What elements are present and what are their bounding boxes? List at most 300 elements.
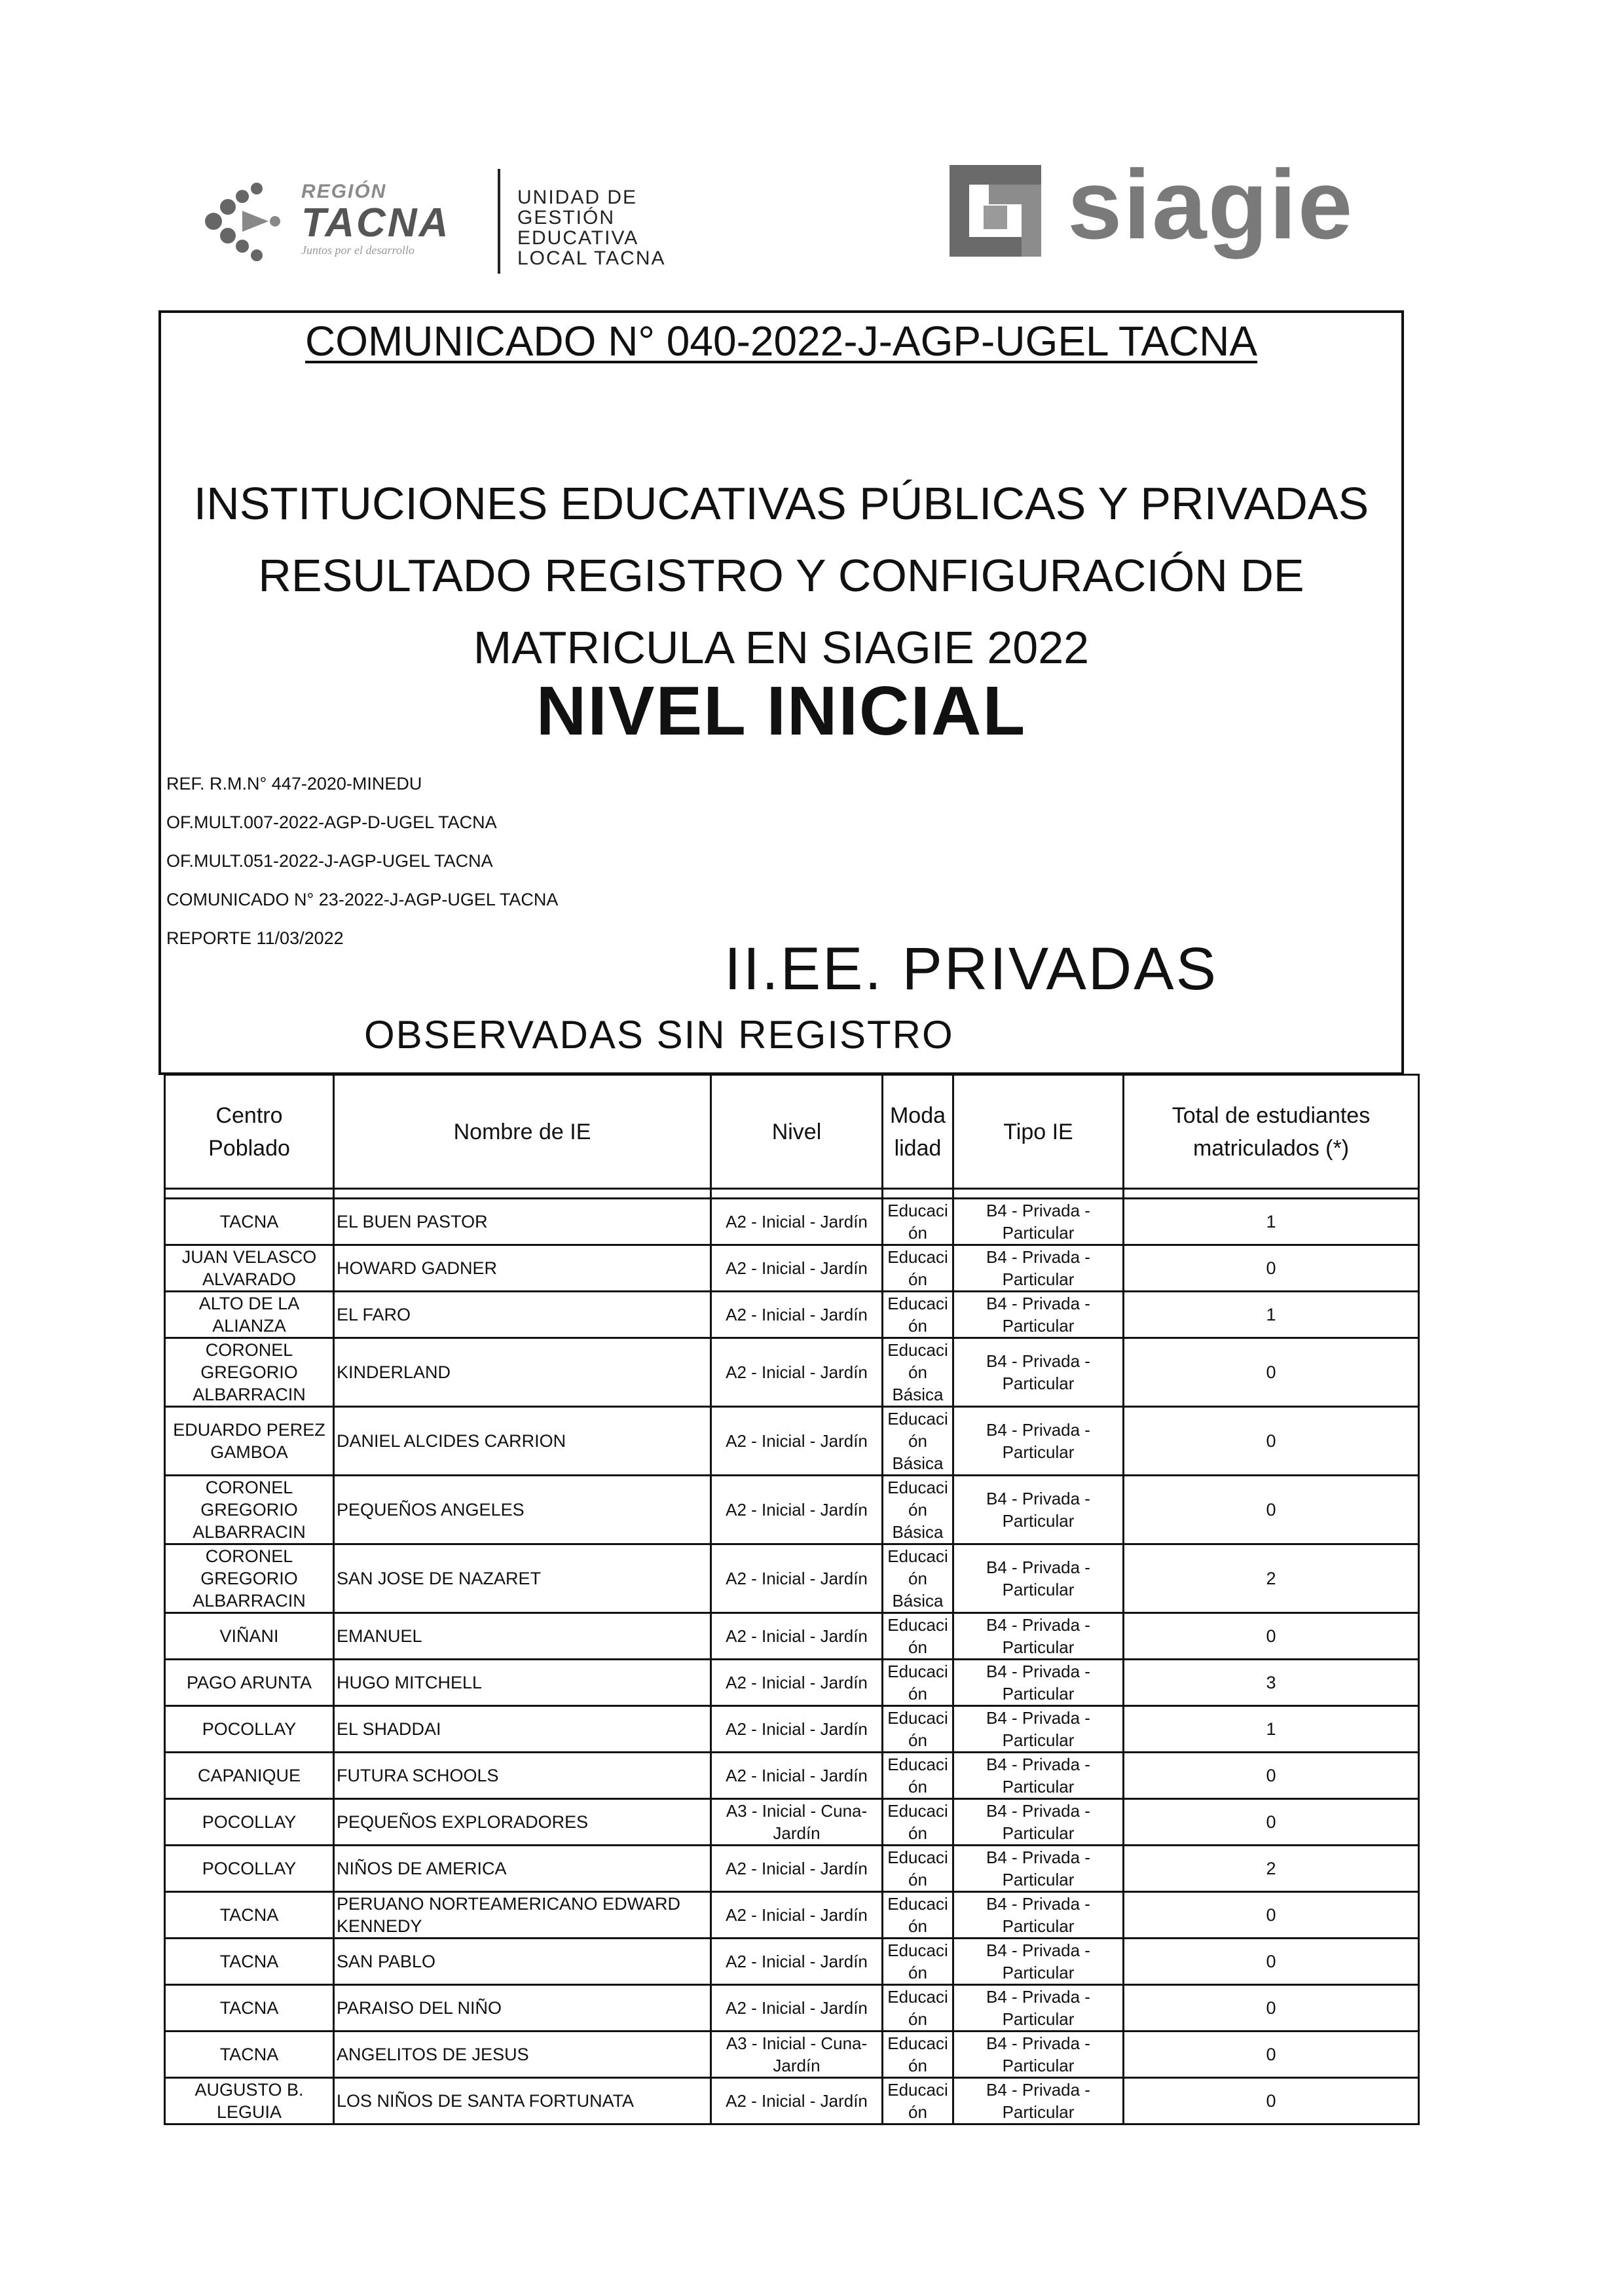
cell-modalidad-line: Educaci	[887, 1987, 948, 2007]
table-row	[165, 2032, 1419, 2078]
cell-centro-poblado-line: PAGO ARUNTA	[186, 1673, 312, 1692]
ugel-line: UNIDAD DE	[517, 187, 638, 208]
cell-centro-poblado	[165, 1846, 334, 1892]
ugel-line: EDUCATIVA	[517, 227, 639, 249]
cell-modalidad-line: ón	[908, 1500, 927, 1520]
cell-centro-poblado-line: ALBARRACIN	[193, 1522, 306, 1542]
cell-nombre-ie	[334, 1985, 711, 2032]
cell-tipo-ie	[953, 1544, 1124, 1613]
cell-tipo-ie	[953, 1753, 1124, 1799]
cell-tipo-ie-line: B4 - Privada -	[986, 2033, 1090, 2053]
cell-nivel-line: A2 - Inicial - Jardín	[726, 1952, 868, 1971]
cell-centro-poblado-line: ALVARADO	[202, 1269, 297, 1289]
cell-modalidad	[883, 1407, 953, 1476]
cell-modalidad-line: Educaci	[887, 1894, 948, 1914]
cell-tipo-ie	[953, 1292, 1124, 1338]
subject-line: RESULTADO REGISTRO Y CONFIGURACIÓN DE	[258, 550, 1304, 601]
cell-centro-poblado-line: POCOLLAY	[202, 1812, 297, 1832]
reference-item: REF. R.M.N° 447-2020-MINEDU	[166, 774, 422, 793]
header-centro-poblado: Centro Poblado	[165, 1075, 334, 1189]
cell-modalidad-line: Educaci	[887, 1340, 948, 1360]
cell-tipo-ie	[953, 1660, 1124, 1706]
cell-centro-poblado	[165, 1476, 334, 1544]
cell-modalidad-line: Educaci	[887, 1755, 948, 1774]
table-row	[165, 1292, 1419, 1338]
cell-modalidad-line: ón	[908, 1569, 927, 1588]
cell-nivel-line: Jardín	[773, 2056, 821, 2075]
cell-nombre-ie	[334, 2078, 711, 2124]
cell-modalidad-line: ón	[908, 1823, 927, 1843]
cell-nombre-ie-line: LOS NIÑOS DE SANTA FORTUNATA	[337, 2091, 635, 2111]
cell-tipo-ie-line: Particular	[1002, 1684, 1075, 1704]
cell-nivel-line: A2 - Inicial - Jardín	[726, 1859, 868, 1878]
cell-total-estudiantes: 0	[1124, 1613, 1419, 1660]
communique-frame	[158, 310, 1404, 1075]
table-row	[165, 1799, 1419, 1846]
cell-tipo-ie-line: Particular	[1002, 1730, 1075, 1750]
cell-nombre-ie-line: SAN PABLO	[337, 1952, 436, 1971]
cell-nivel-line: A2 - Inicial - Jardín	[726, 1305, 868, 1324]
cell-centro-poblado	[165, 1985, 334, 2032]
cell-nombre-ie	[334, 1706, 711, 1753]
cell-nombre-ie-line: PEQUEÑOS ANGELES	[337, 1500, 525, 1520]
cell-total-estudiantes: 0	[1124, 2032, 1419, 2078]
cell-tipo-ie-line: B4 - Privada -	[986, 1351, 1090, 1371]
cell-centro-poblado	[165, 1199, 334, 1245]
cell-modalidad-line: ón	[908, 1362, 927, 1382]
cell-tipo-ie	[953, 1613, 1124, 1660]
cell-modalidad-line: ón	[908, 1870, 927, 1889]
cell-tipo-ie	[953, 1706, 1124, 1753]
cell-centro-poblado-line: ALIANZA	[212, 1316, 286, 1336]
cell-tipo-ie-line: Particular	[1002, 1511, 1075, 1531]
cell-tipo-ie-line: B4 - Privada -	[986, 1848, 1090, 1867]
cell-centro-poblado-line: TACNA	[219, 1212, 279, 1231]
cell-tipo-ie-line: B4 - Privada -	[986, 1894, 1090, 1914]
region-label: REGIÓN	[301, 181, 387, 202]
cell-total-estudiantes: 0	[1124, 1245, 1419, 1292]
cell-nivel-line: A3 - Inicial - Cuna-	[726, 1801, 868, 1821]
cell-centro-poblado	[165, 1613, 334, 1660]
cell-modalidad-line: Educaci	[887, 1478, 948, 1497]
cell-tipo-ie-line: B4 - Privada -	[986, 1662, 1090, 1681]
cell-modalidad	[883, 1892, 953, 1939]
cell-tipo-ie-line: Particular	[1002, 1777, 1075, 1796]
cell-nombre-ie-line: EL FARO	[337, 1305, 411, 1324]
cell-modalidad-line: Básica	[892, 1522, 944, 1542]
cell-modalidad	[883, 1476, 953, 1544]
header-nombre-ie: Nombre de IE	[334, 1075, 711, 1189]
cell-nivel-line: A2 - Inicial - Jardín	[726, 1673, 868, 1692]
cell-tipo-ie	[953, 1892, 1124, 1939]
siagie-emblem-icon	[943, 158, 1048, 263]
cell-tipo-ie-line: Particular	[1002, 1374, 1075, 1393]
table-row	[165, 1985, 1419, 2032]
cell-tipo-ie-line: B4 - Privada -	[986, 1489, 1090, 1508]
cell-centro-poblado	[165, 1939, 334, 1985]
subject-line: INSTITUCIONES EDUCATIVAS PÚBLICAS Y PRIVADAS	[193, 478, 1369, 529]
cell-total-estudiantes: 0	[1124, 1407, 1419, 1476]
cell-centro-poblado	[165, 1407, 334, 1476]
cell-nivel	[711, 1753, 883, 1799]
cell-centro-poblado-line: ALBARRACIN	[193, 1385, 306, 1404]
cell-modalidad-line: ón	[908, 2056, 927, 2075]
cell-nombre-ie	[334, 1476, 711, 1544]
reference-item: REPORTE 11/03/2022	[166, 928, 344, 948]
cell-modalidad-line: Educaci	[887, 1941, 948, 1960]
cell-modalidad-line: ón	[908, 1730, 927, 1750]
reference-item: OF.MULT.051-2022-J-AGP-UGEL TACNA	[166, 851, 493, 871]
cell-tipo-ie-line: B4 - Privada -	[986, 1558, 1090, 1577]
cell-nivel	[711, 1799, 883, 1846]
cell-tipo-ie-line: B4 - Privada -	[986, 1247, 1090, 1267]
cell-modalidad-line: Básica	[892, 1591, 944, 1611]
header-modalidad: Moda lidad	[883, 1075, 953, 1189]
cell-tipo-ie	[953, 1245, 1124, 1292]
table-row	[165, 1338, 1419, 1407]
ugel-line: GESTIÓN	[517, 207, 616, 228]
cell-total-estudiantes: 0	[1124, 1985, 1419, 2032]
cell-modalidad	[883, 1939, 953, 1985]
cell-nombre-ie-line: HOWARD GADNER	[337, 1258, 498, 1278]
cell-nombre-ie-line: SAN JOSE DE NAZARET	[337, 1569, 542, 1588]
table-header-row	[165, 1075, 1419, 1189]
cell-total-estudiantes: 2	[1124, 1846, 1419, 1892]
subject-line: MATRICULA EN SIAGIE 2022	[473, 622, 1090, 673]
cell-nivel	[711, 1706, 883, 1753]
communique-title: COMUNICADO N° 040-2022-J-AGP-UGEL TACNA	[304, 318, 1258, 365]
cell-total-estudiantes: 0	[1124, 1892, 1419, 1939]
cell-tipo-ie-line: Particular	[1002, 1223, 1075, 1243]
cell-modalidad-line: ón	[908, 1777, 927, 1796]
cell-nombre-ie-line: EMANUEL	[337, 1626, 422, 1646]
cell-centro-poblado-line: AUGUSTO B.	[194, 2080, 304, 2100]
cell-tipo-ie	[953, 2078, 1124, 2124]
table-spacer-row	[165, 1189, 1419, 1199]
cell-nivel-line: A2 - Inicial - Jardín	[726, 1626, 868, 1646]
cell-modalidad	[883, 2032, 953, 2078]
cell-tipo-ie	[953, 1199, 1124, 1245]
cell-nivel-line: A2 - Inicial - Jardín	[726, 1998, 868, 2018]
cell-nombre-ie-line: EL BUEN PASTOR	[337, 1212, 488, 1231]
cell-nivel-line: A2 - Inicial - Jardín	[726, 1569, 868, 1588]
cell-tipo-ie-line: Particular	[1002, 1637, 1075, 1657]
cell-nivel	[711, 1985, 883, 2032]
cell-modalidad-line: Educaci	[887, 1247, 948, 1267]
cell-modalidad-line: Educaci	[887, 2033, 948, 2053]
table-body	[165, 1189, 1419, 2124]
cell-nombre-ie	[334, 1338, 711, 1407]
table-row	[165, 1544, 1419, 1613]
cell-modalidad-line: Educaci	[887, 1409, 948, 1429]
cell-nivel-line: A2 - Inicial - Jardín	[726, 2091, 868, 2111]
cell-nombre-ie-line: ANGELITOS DE JESUS	[337, 2045, 529, 2064]
cell-centro-poblado	[165, 2032, 334, 2078]
cell-centro-poblado-line: CORONEL	[205, 1478, 293, 1497]
region-tacna-logo	[196, 164, 701, 275]
cell-nivel-line: A2 - Inicial - Jardín	[726, 1258, 868, 1278]
cell-modalidad-line: Educaci	[887, 1708, 948, 1728]
cell-modalidad	[883, 1846, 953, 1892]
cell-centro-poblado-line: POCOLLAY	[202, 1719, 297, 1739]
cell-tipo-ie-line: Particular	[1002, 2009, 1075, 2029]
cell-nivel	[711, 1846, 883, 1892]
cell-modalidad-line: ón	[908, 1916, 927, 1936]
cell-centro-poblado-line: ALBARRACIN	[193, 1591, 306, 1611]
communique-subject	[161, 467, 1401, 683]
cell-total-estudiantes: 1	[1124, 1706, 1419, 1753]
cell-tipo-ie	[953, 2032, 1124, 2078]
cell-nombre-ie-line: PEQUEÑOS EXPLORADORES	[337, 1812, 589, 1832]
level-title: NIVEL INICIAL	[536, 672, 1027, 750]
cell-nivel	[711, 1613, 883, 1660]
cell-modalidad-line: Educaci	[887, 1294, 948, 1313]
cell-centro-poblado	[165, 1753, 334, 1799]
table-row	[165, 1706, 1419, 1753]
cell-nivel	[711, 1939, 883, 1985]
cell-modalidad	[883, 2078, 953, 2124]
cell-nivel-line: Jardín	[773, 1823, 821, 1843]
table-row	[165, 1892, 1419, 1939]
cell-modalidad-line: Educaci	[887, 1801, 948, 1821]
cell-centro-poblado-line: JUAN VELASCO	[181, 1247, 317, 1267]
cell-nivel	[711, 1199, 883, 1245]
cell-tipo-ie-line: B4 - Privada -	[986, 1987, 1090, 2007]
cell-tipo-ie	[953, 1407, 1124, 1476]
cell-tipo-ie	[953, 1799, 1124, 1846]
cell-nivel	[711, 1660, 883, 1706]
cell-tipo-ie-line: Particular	[1002, 2102, 1075, 2122]
header-nivel: Nivel	[711, 1075, 883, 1189]
institutions-table	[164, 1074, 1420, 2125]
cell-modalidad	[883, 1245, 953, 1292]
cell-centro-poblado-line: TACNA	[219, 1998, 279, 2018]
cell-modalidad	[883, 1613, 953, 1660]
cell-modalidad	[883, 1985, 953, 2032]
section-title: II.EE. PRIVADAS	[724, 936, 1218, 1002]
cell-modalidad-line: ón	[908, 1269, 927, 1289]
cell-nivel	[711, 1407, 883, 1476]
region-name: TACNA	[301, 200, 451, 246]
cell-centro-poblado	[165, 1660, 334, 1706]
cell-nivel	[711, 1544, 883, 1613]
cell-nombre-ie	[334, 1846, 711, 1892]
cell-centro-poblado-line: GAMBOA	[210, 1442, 288, 1462]
cell-modalidad	[883, 1338, 953, 1407]
cell-modalidad-line: Educaci	[887, 1201, 948, 1220]
ugel-line: LOCAL TACNA	[517, 247, 666, 269]
table-row	[165, 1660, 1419, 1706]
cell-nombre-ie-line: PARAISO DEL NIÑO	[337, 1998, 502, 2018]
siagie-wordmark: siagie	[1067, 149, 1354, 259]
cell-nivel-line: A2 - Inicial - Jardín	[726, 1212, 868, 1231]
cell-centro-poblado-line: LEGUIA	[216, 2102, 282, 2122]
cell-modalidad	[883, 1799, 953, 1846]
table-row	[165, 1613, 1419, 1660]
cell-modalidad-line: ón	[908, 1431, 927, 1451]
cell-nombre-ie	[334, 1544, 711, 1613]
reference-item: OF.MULT.007-2022-AGP-D-UGEL TACNA	[166, 812, 497, 832]
cell-centro-poblado	[165, 1544, 334, 1613]
cell-nivel-line: A2 - Inicial - Jardín	[726, 1500, 868, 1520]
table-row	[165, 2078, 1419, 2124]
cell-nombre-ie-line: HUGO MITCHELL	[337, 1673, 483, 1692]
cell-centro-poblado	[165, 1799, 334, 1846]
cell-nivel	[711, 1338, 883, 1407]
cell-centro-poblado-line: TACNA	[219, 2045, 279, 2064]
cell-centro-poblado-line: GREGORIO	[200, 1500, 298, 1520]
cell-tipo-ie	[953, 1476, 1124, 1544]
cell-tipo-ie-line: Particular	[1002, 1916, 1075, 1936]
cell-tipo-ie	[953, 1985, 1124, 2032]
cell-centro-poblado-line: TACNA	[219, 1905, 279, 1925]
cell-modalidad-line: Educaci	[887, 1662, 948, 1681]
cell-nivel	[711, 1292, 883, 1338]
cell-modalidad	[883, 1292, 953, 1338]
table-row	[165, 1199, 1419, 1245]
cell-nivel-line: A2 - Inicial - Jardín	[726, 1766, 868, 1785]
cell-tipo-ie-line: Particular	[1002, 1870, 1075, 1889]
cell-total-estudiantes: 1	[1124, 1292, 1419, 1338]
siagie-logo	[943, 149, 1401, 270]
table-row	[165, 1939, 1419, 1985]
references-list	[166, 765, 558, 958]
table-row	[165, 1476, 1419, 1544]
cell-centro-poblado-line: VIÑANI	[219, 1626, 279, 1646]
cell-modalidad-line: Educaci	[887, 1615, 948, 1635]
header-tipo-ie: Tipo IE	[953, 1075, 1124, 1189]
cell-nombre-ie-line: KENNEDY	[337, 1916, 422, 1936]
cell-modalidad	[883, 1199, 953, 1245]
cell-tipo-ie-line: B4 - Privada -	[986, 2080, 1090, 2100]
cell-tipo-ie	[953, 1846, 1124, 1892]
cell-nivel	[711, 1892, 883, 1939]
cell-nivel	[711, 1245, 883, 1292]
cell-tipo-ie-line: B4 - Privada -	[986, 1708, 1090, 1728]
cell-total-estudiantes: 0	[1124, 1753, 1419, 1799]
cell-total-estudiantes: 0	[1124, 1338, 1419, 1407]
cell-modalidad-line: Educaci	[887, 1546, 948, 1566]
cell-tipo-ie-line: B4 - Privada -	[986, 1941, 1090, 1960]
cell-modalidad-line: ón	[908, 1316, 927, 1336]
cell-centro-poblado-line: CAPANIQUE	[197, 1766, 301, 1785]
table-row	[165, 1407, 1419, 1476]
table-row	[165, 1245, 1419, 1292]
cell-centro-poblado-line: CORONEL	[205, 1340, 293, 1360]
cell-tipo-ie-line: B4 - Privada -	[986, 1294, 1090, 1313]
cell-nombre-ie-line: EL SHADDAI	[337, 1719, 441, 1739]
cell-centro-poblado-line: ALTO DE LA	[198, 1294, 300, 1313]
cell-centro-poblado	[165, 1292, 334, 1338]
cell-tipo-ie	[953, 1338, 1124, 1407]
cell-modalidad	[883, 1706, 953, 1753]
ugel-name	[517, 187, 666, 268]
cell-centro-poblado	[165, 1706, 334, 1753]
cell-nombre-ie	[334, 1407, 711, 1476]
cell-centro-poblado-line: TACNA	[219, 1952, 279, 1971]
cell-tipo-ie-line: B4 - Privada -	[986, 1755, 1090, 1774]
cell-total-estudiantes: 0	[1124, 2078, 1419, 2124]
cell-total-estudiantes: 3	[1124, 1660, 1419, 1706]
cell-centro-poblado	[165, 2078, 334, 2124]
cell-nombre-ie	[334, 1613, 711, 1660]
logo-divider	[498, 169, 500, 274]
cell-centro-poblado	[165, 1892, 334, 1939]
cell-modalidad-line: ón	[908, 2102, 927, 2122]
cell-tipo-ie	[953, 1939, 1124, 1985]
region-tacna-emblem-icon	[196, 177, 288, 268]
cell-nombre-ie	[334, 1292, 711, 1338]
cell-nombre-ie-line: DANIEL ALCIDES CARRION	[337, 1431, 566, 1451]
cell-nivel	[711, 1476, 883, 1544]
cell-tipo-ie-line: B4 - Privada -	[986, 1615, 1090, 1635]
cell-modalidad-line: ón	[908, 1223, 927, 1243]
cell-tipo-ie-line: Particular	[1002, 2056, 1075, 2075]
cell-modalidad	[883, 1660, 953, 1706]
cell-tipo-ie-line: Particular	[1002, 1269, 1075, 1289]
cell-nivel-line: A2 - Inicial - Jardín	[726, 1362, 868, 1382]
reference-item: COMUNICADO N° 23-2022-J-AGP-UGEL TACNA	[166, 890, 559, 909]
cell-nombre-ie	[334, 1753, 711, 1799]
cell-total-estudiantes: 0	[1124, 1939, 1419, 1985]
cell-nivel	[711, 2078, 883, 2124]
cell-centro-poblado-line: POCOLLAY	[202, 1859, 297, 1878]
cell-nombre-ie	[334, 1660, 711, 1706]
cell-nombre-ie	[334, 1939, 711, 1985]
cell-nombre-ie	[334, 1892, 711, 1939]
cell-nombre-ie-line: PERUANO NORTEAMERICANO EDWARD	[337, 1894, 681, 1914]
cell-nombre-ie	[334, 1799, 711, 1846]
cell-centro-poblado	[165, 1245, 334, 1292]
cell-total-estudiantes: 0	[1124, 1799, 1419, 1846]
cell-modalidad-line: Educaci	[887, 1848, 948, 1867]
cell-total-estudiantes: 2	[1124, 1544, 1419, 1613]
cell-modalidad-line: ón	[908, 1684, 927, 1704]
cell-tipo-ie-line: B4 - Privada -	[986, 1420, 1090, 1440]
cell-nivel-line: A3 - Inicial - Cuna-	[726, 2033, 868, 2053]
cell-tipo-ie-line: Particular	[1002, 1963, 1075, 1982]
table-row	[165, 1846, 1419, 1892]
cell-nombre-ie	[334, 2032, 711, 2078]
cell-tipo-ie-line: Particular	[1002, 1442, 1075, 1462]
cell-modalidad-line: Educaci	[887, 2080, 948, 2100]
cell-modalidad-line: Básica	[892, 1385, 944, 1404]
cell-tipo-ie-line: Particular	[1002, 1316, 1075, 1336]
cell-centro-poblado-line: GREGORIO	[200, 1362, 298, 1382]
cell-nivel-line: A2 - Inicial - Jardín	[726, 1719, 868, 1739]
cell-centro-poblado	[165, 1338, 334, 1407]
cell-modalidad-line: Básica	[892, 1453, 944, 1473]
cell-nombre-ie-line: NIÑOS DE AMERICA	[337, 1859, 507, 1878]
region-tagline: Juntos por el desarrollo	[301, 244, 415, 257]
cell-modalidad	[883, 1544, 953, 1613]
cell-centro-poblado-line: EDUARDO PEREZ	[173, 1420, 325, 1440]
cell-total-estudiantes: 0	[1124, 1476, 1419, 1544]
cell-nombre-ie-line: FUTURA SCHOOLS	[337, 1766, 499, 1785]
cell-nombre-ie	[334, 1245, 711, 1292]
table-row	[165, 1753, 1419, 1799]
cell-nivel-line: A2 - Inicial - Jardín	[726, 1431, 868, 1451]
cell-nivel-line: A2 - Inicial - Jardín	[726, 1905, 868, 1925]
cell-centro-poblado-line: GREGORIO	[200, 1569, 298, 1588]
cell-nombre-ie	[334, 1199, 711, 1245]
cell-centro-poblado-line: CORONEL	[205, 1546, 293, 1566]
section-subtitle: OBSERVADAS SIN REGISTRO	[364, 1013, 954, 1057]
cell-modalidad-line: ón	[908, 2009, 927, 2029]
cell-tipo-ie-line: Particular	[1002, 1580, 1075, 1599]
cell-nombre-ie-line: KINDERLAND	[337, 1362, 451, 1382]
header-total-estudiantes: Total de estudiantes matriculados (*)	[1124, 1075, 1419, 1189]
